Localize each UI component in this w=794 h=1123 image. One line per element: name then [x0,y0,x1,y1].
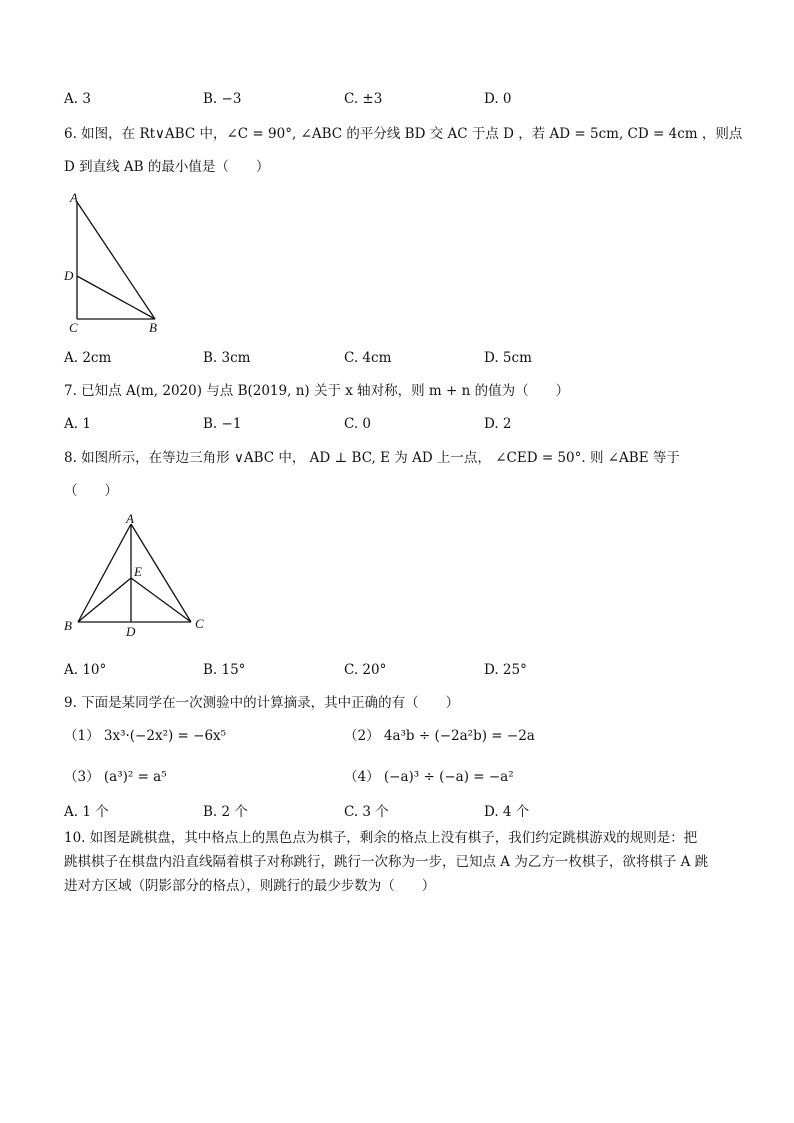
q8-label-e: E [134,564,142,579]
q9-option-b: B. 2 个 [203,804,248,820]
q6-option-d: D. 5cm [484,350,532,366]
q9-item-4: （4） (−a)³ ÷ (−a) = −a² [344,769,514,785]
q6-stem-line2: D 到直线 AB 的最小值是（ ） [64,159,270,175]
q5-option-c: C. ±3 [344,91,383,107]
q6-side-ab [77,202,155,319]
q5-option-b: B. −3 [203,91,242,107]
q9-option-d: D. 4 个 [484,804,530,820]
q9-option-a: A. 1 个 [64,804,109,820]
q8-segment-be [78,578,131,622]
q6-label-a: A [70,190,78,205]
q8-side-ab [78,524,131,622]
q10-stem-line1: 10. 如图是跳棋盘，其中格点上的黑色点为棋子，剩余的格点上没有棋子，我们约定跳棋游戏的规则是：把 [64,830,698,846]
q6-label-c: C [69,320,78,335]
q7-option-a: A. 1 [64,416,91,432]
q5-option-d: D. 0 [484,91,512,107]
q7-option-c: C. 0 [344,416,372,432]
q6-option-a: A. 2cm [64,350,112,366]
q10-stem-line3: 进对方区域（阴影部分的格点），则跳行的最少步数为（ ） [64,878,436,894]
q6-bisector-bd [77,276,155,319]
q7-stem: 7. 已知点 A(m, 2020) 与点 B(2019, n) 关于 x 轴对称，则 m + n 的值为（ ） [64,383,570,399]
q8-option-c: C. 20° [344,662,387,678]
q10-stem-line2: 跳棋棋子在棋盘内沿直线隔着棋子对称跳行，跳行一次称为一步，已知点 A 为乙方一枚棋子，欲将棋子 A 跳 [64,854,709,870]
q7-option-d: D. 2 [484,416,512,432]
q9-item-1: （1） 3x³·(−2x²) = −6x⁵ [64,728,227,744]
q9-option-c: C. 3 个 [344,804,389,820]
q8-label-b: B [64,618,72,633]
q6-stem-line1: 6. 如图，在 Rt∨ABC 中，∠C = 90°, ∠ABC 的平分线 BD 交 AC 于点 D ，若 AD = 5cm, CD = 4cm ，则点 [64,126,743,142]
q9-item-3: （3） (a³)² = a⁵ [64,769,167,785]
q6-option-c: C. 4cm [344,350,392,366]
q8-option-b: B. 15° [203,662,246,678]
q9-item-2: （2） 4a³b ÷ (−2a²b) = −2a [344,728,535,744]
q8-option-d: D. 25° [484,662,527,678]
q8-label-d: D [126,624,136,639]
q5-option-a: A. 3 [64,91,91,107]
q6-option-b: B. 3cm [203,350,251,366]
q8-stem-line2: （ ） [64,483,118,499]
q6-label-d: D [64,268,74,283]
q7-option-b: B. −1 [203,416,242,432]
q8-label-c: C [195,616,204,631]
q6-label-b: B [149,320,157,335]
q8-label-a: A [126,511,134,526]
q9-stem: 9. 下面是某同学在一次测验中的计算摘录，其中正确的有（ ） [64,695,460,711]
q8-stem-line1: 8. 如图所示，在等边三角形 ∨ABC 中， AD ⊥ BC, E 为 AD 上一点， ∠CED = 50°. 则 ∠ABE 等于 [64,450,680,466]
q6-triangle-figure [60,188,170,338]
q8-option-a: A. 10° [64,662,107,678]
q8-segment-ce [131,578,191,622]
q8-triangle-figure [60,510,220,645]
